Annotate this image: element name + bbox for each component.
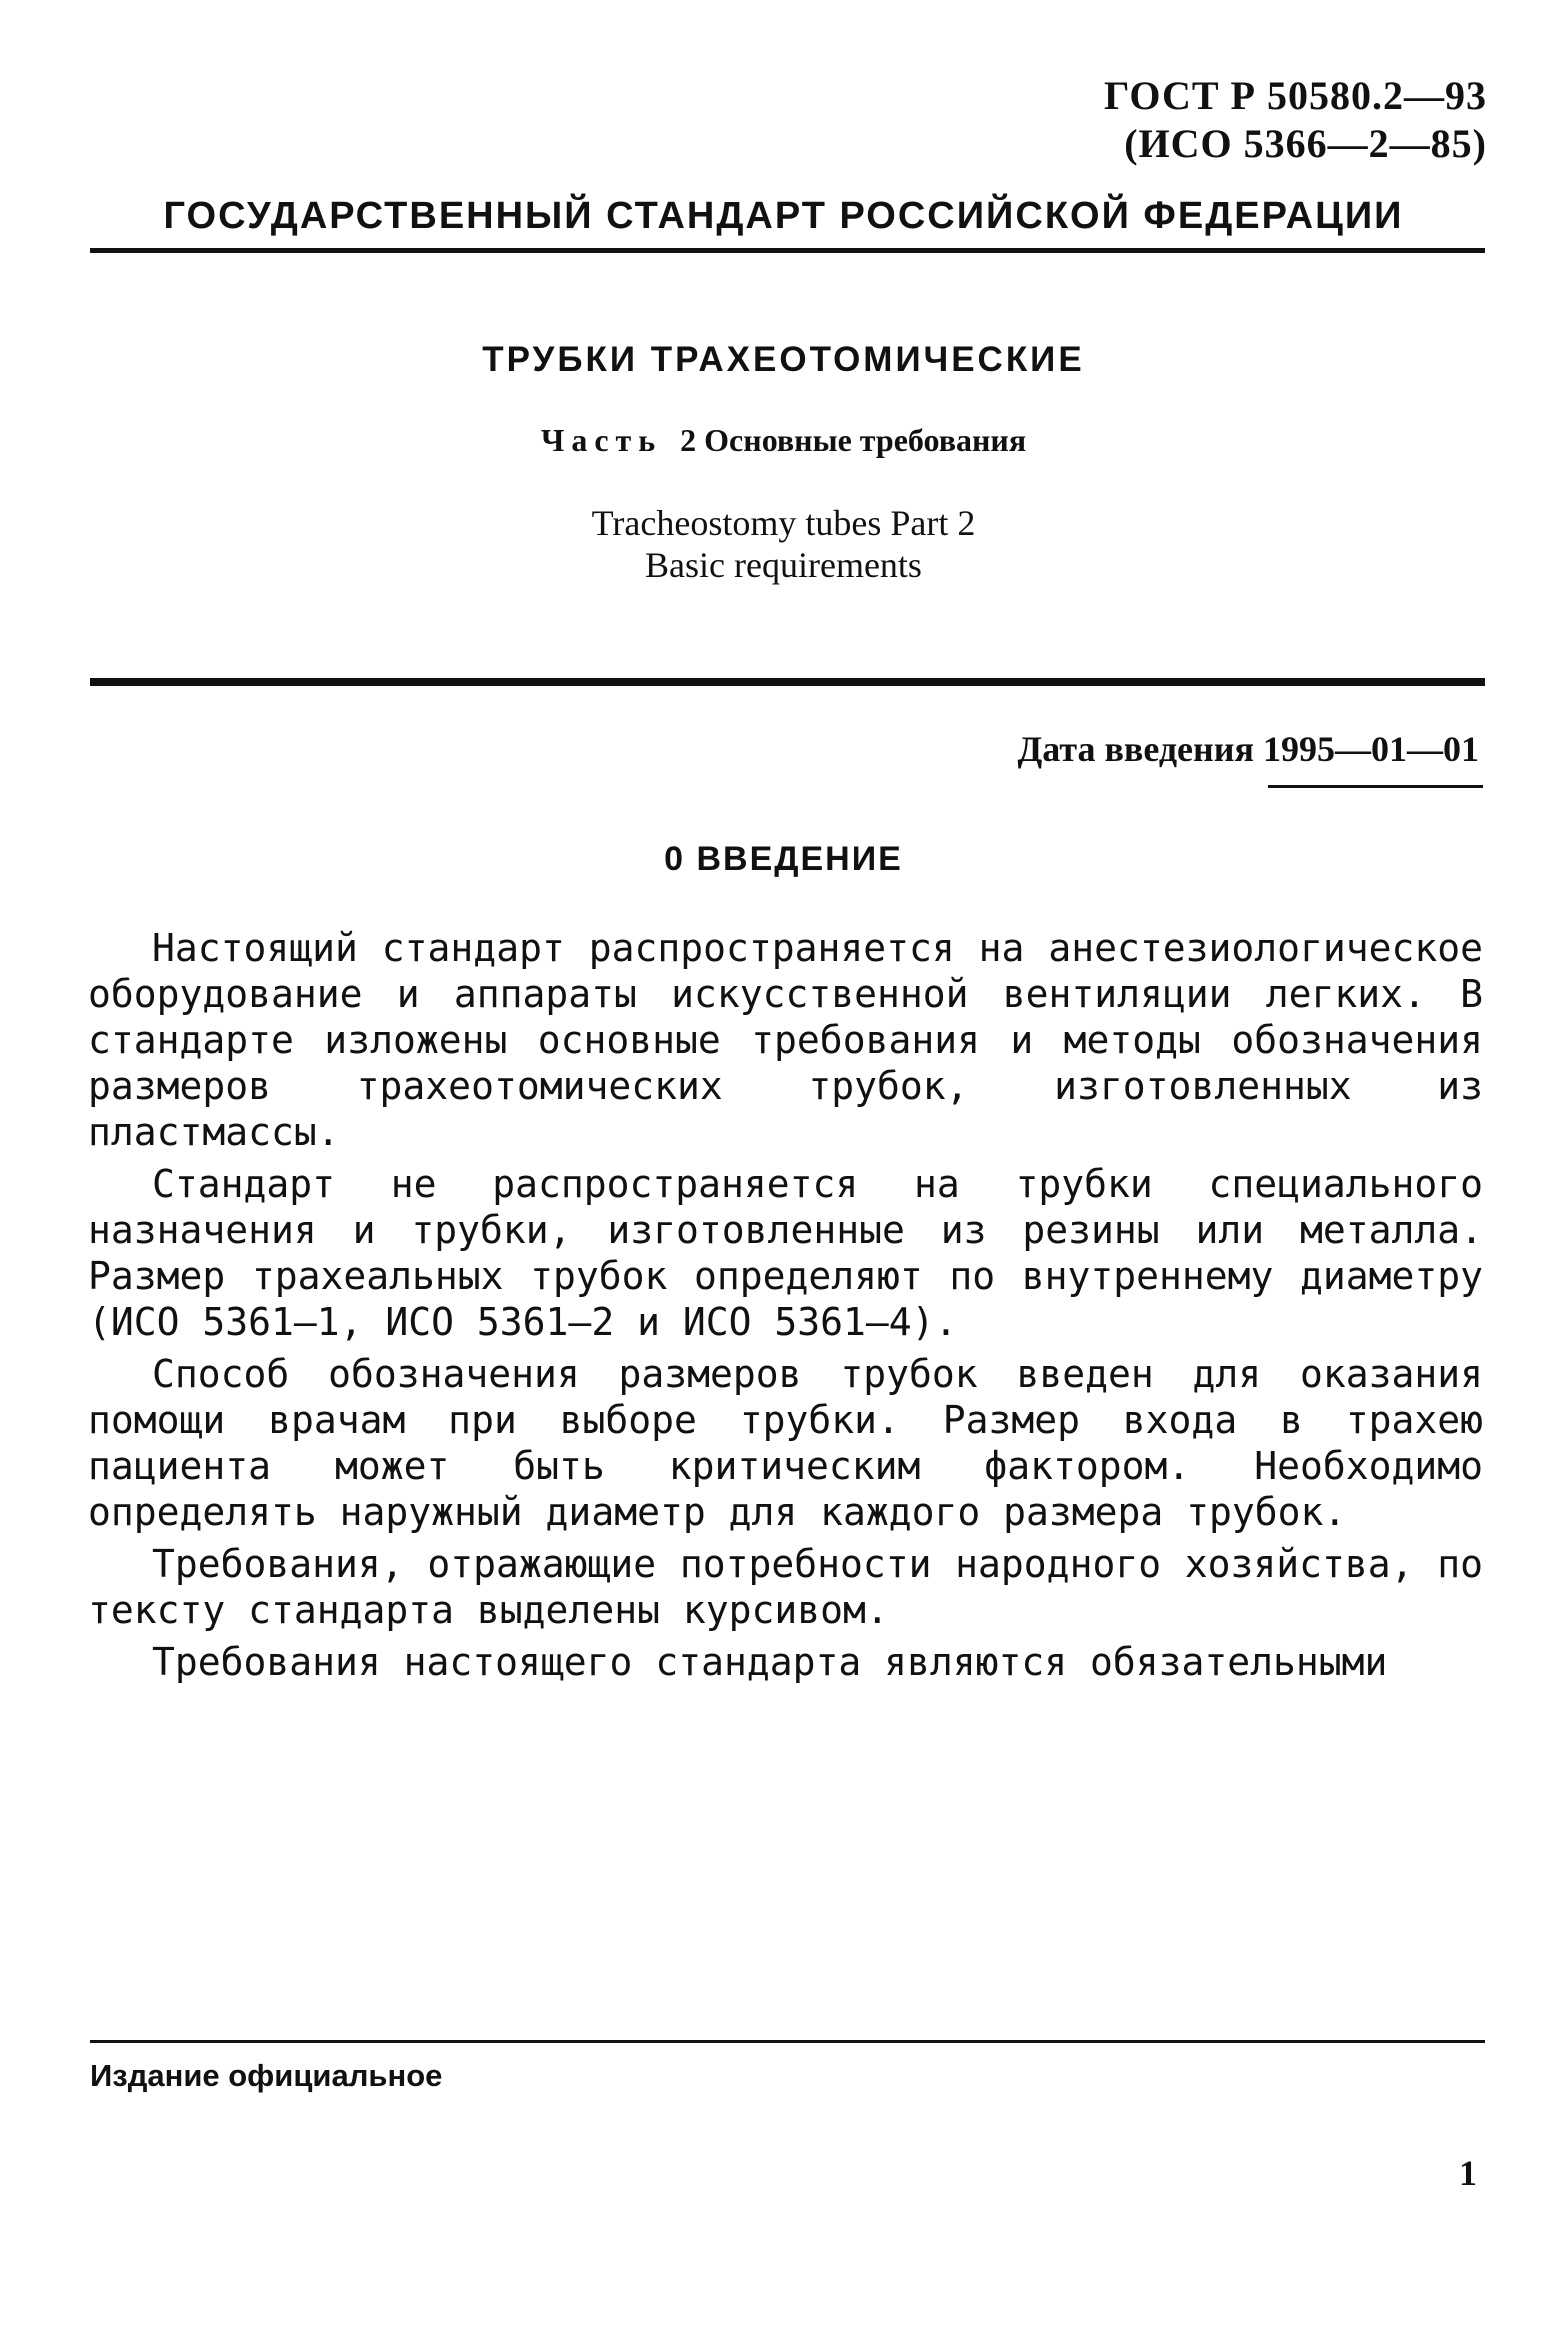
- document-title: ТРУБКИ ТРАХЕОТОМИЧЕСКИЕ: [482, 340, 1085, 379]
- paragraph: Настоящий стандарт распространяется на анестезиологическое оборудование и аппараты искусственной вентиляции легких. В стандарте изложены основные требования и методы обозначения размеров трахеотомических трубок, изготовленных из пластмассы.: [88, 926, 1483, 1154]
- part-line: [0, 422, 1567, 459]
- part-word: Часть: [540, 422, 663, 458]
- section-heading: 0 ВВЕДЕНИЕ: [664, 840, 903, 878]
- part-title: 2 Основные требования: [680, 422, 1027, 458]
- state-standard-title: ГОСУДАРСТВЕННЫЙ СТАНДАРТ РОССИЙСКОЙ ФЕДЕРАЦИИ: [163, 195, 1404, 237]
- english-title: [0, 502, 1567, 586]
- iso-code: (ИСО 5366—2—85): [1124, 121, 1487, 166]
- paragraph: Требования, отражающие потребности народного хозяйства, по тексту стандарта выделены курсивом.: [88, 1542, 1483, 1632]
- date-underline: [1268, 785, 1483, 788]
- paragraph: Стандарт не распространяется на трубки специального назначения и трубки, изготовленные из резины или металла. Размер трахеальных трубок определяют по внутреннему диаметру (ИСО 5361—1, ИСО 5361—2 и ИСО 5361—4).: [88, 1162, 1483, 1344]
- header-rule: [90, 248, 1485, 253]
- standard-code: ГОСТ Р 50580.2—93: [1103, 73, 1487, 118]
- paragraph: Требования настоящего стандарта являются обязательными: [152, 1640, 1388, 1684]
- title-rule: [90, 678, 1485, 686]
- english-title-line-2: Basic requirements: [645, 545, 922, 585]
- english-title-line-1: Tracheostomy tubes Part 2: [591, 503, 976, 543]
- page-number: 1: [1459, 2153, 1477, 2193]
- edition-label: Издание официальное: [90, 2058, 443, 2093]
- introduction-date: Дата введения 1995—01—01: [1017, 729, 1479, 769]
- section-body: [88, 925, 1483, 1691]
- paragraph: Способ обозначения размеров трубок введен для оказания помощи врачам при выборе трубки. Размер входа в трахею пациента может быть критическим фактором. Необходимо определять наружный диаметр для каждого размера трубок.: [88, 1352, 1483, 1534]
- footer-rule: [90, 2040, 1485, 2043]
